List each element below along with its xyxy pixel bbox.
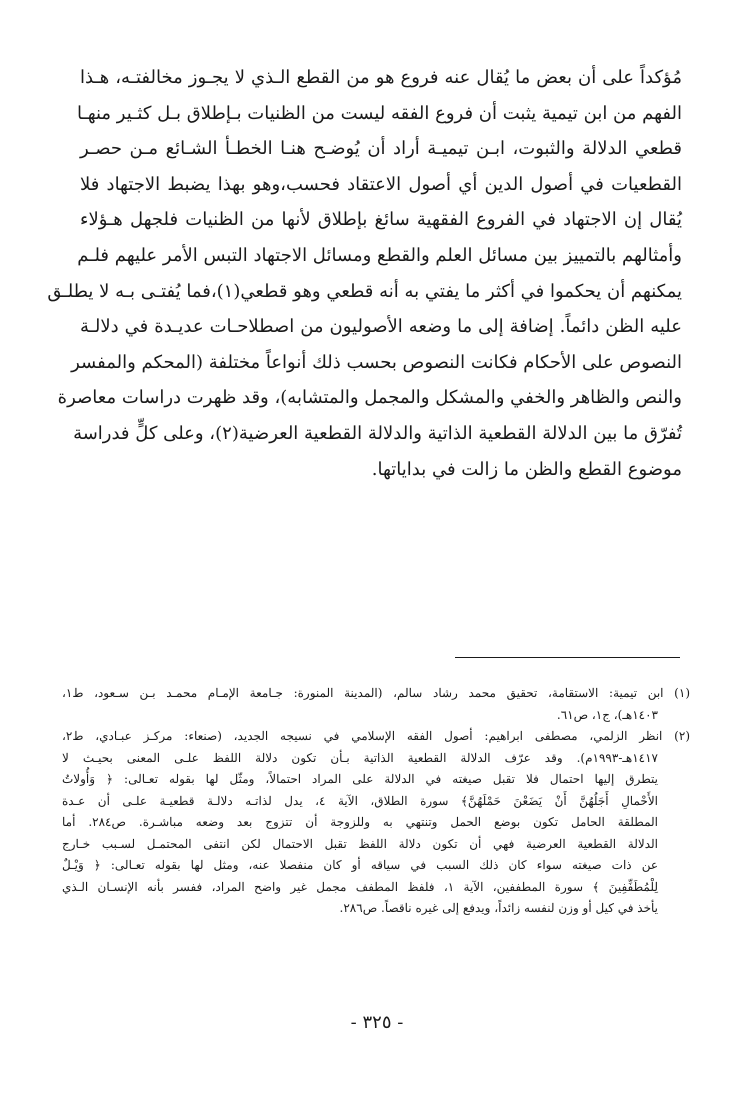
body-line: قطعي الدلالة والثبوت، ابـن تيميـة أراد أن يُوضـح هنـا الخطـأ الشـائع مـن حصـر: [80, 138, 682, 160]
body-line: القطعيات في أصول الدين أي أصول الاعتقاد فحسب،وهو بهذا يضبط الاجتهاد فلا: [80, 173, 682, 195]
footnote-line: ١٤٠٣هـ)، ج١، ص٦١.: [556, 707, 658, 722]
body-line: يمكنهم أن يحكموا في أكثر ما يفتي به أنه قطعي وهو قطعي(١)،فما يُفتـى بـه لا يطلـق: [47, 280, 682, 302]
body-line: والنص والظاهر والخفي والمشكل والمجمل والمتشابه)، وقد ظهرت دراسات معاصرة: [57, 387, 682, 409]
footnote-line: الدلالة القطعية العرضية فهي أن تكون دلالة اللفظ تقبل الاحتمال لكن انتفى المحتمـل لسـبب خـارج: [62, 836, 658, 851]
footnote-line: الأَحْمالِ أَجَلُهُنَّ أَنْ يَضَعْنَ حَمْلَهُنَّ﴾ سورة الطلاق، الآية ٤، يدل لذاتـه دلالـة قطعيـة علـى أن عـدة: [62, 793, 658, 808]
body-text: [47, 60, 682, 487]
footnote-line: (١) ابن تيمية: الاستقامة، تحقيق محمد رشاد سالم، (المدينة المنورة: جـامعة الإمـام محمـد بـن سـعود، ط١،: [62, 686, 690, 700]
body-line: وأمثالهم بالتمييز بين مسائل العلم والقطع ومسائل الاجتهاد التبس الأمر عليهم فلـم: [77, 244, 682, 266]
body-line: تُفرّق ما بين الدلالة القطعية الذاتية والدلالة القطعية العرضية(٢)، وعلى كلٍّ فدراسة: [73, 422, 682, 444]
footnote-line: المطلقة الحامل تكون بوضع الحمل وتنتهي به وللزوجة أن تتزوج بعد وضعه مباشـرة. ص٢٨٤. أما: [62, 815, 659, 829]
body-line: الفهم من ابن تيمية يثبت أن فروع الفقه ليست من الظنيات بـإطلاق بـل كثـير منهـا: [76, 102, 682, 124]
body-line: يُقال إن الاجتهاد في الفروع الفقهية سائغ بإطلاق لأنها من الظنيات فلجهل هـؤلاء: [80, 209, 682, 231]
footnote-line: يتطرق إليها احتمال فلا تقبل صيغته في الدلالة على المراد احتمالاً، ومثّل لها بقوله تعـالى: ﴿ وَأُولاتُ: [62, 772, 658, 786]
footnote-line: عن ذات صيغته سواء كان ذلك السبب في سياقه أو كان منفصلا عنه، ومثل لها بقوله تعـالى: ﴿ وَيْـلٌ: [62, 858, 658, 872]
body-line: مُؤكداً على أن بعض ما يُقال عنه فروع هو من القطع الـذي لا يجـوز مخالفتـه، هـذا: [80, 67, 682, 88]
footnote-separator: [455, 657, 680, 658]
body-line: عليه الظن دائماً. إضافة إلى ما وضعه الأصوليون من اصطلاحـات عديـدة في دلالـة: [80, 316, 682, 338]
footnote-line: (٢) انظر الزلمي، مصطفى ابراهيم: أصول الفقه الإسلامي في نسيجه الجديد، (صنعاء: مركـز عبـادي، ط٢،: [62, 729, 690, 743]
footnote-line: لِلْمُطَفِّفِينَ ﴾ سورة المطففين، الآية ١، فلفظ المطفف مجمل غير واضح المراد، ففسر بأنه الإنسـان الـذي: [62, 879, 658, 894]
body-line: موضوع القطع والظن ما زالت في بداياتها.: [371, 458, 682, 480]
footnotes: [62, 683, 690, 920]
page-number: - ٣٢٥ -: [350, 1012, 404, 1033]
footnote-line: ١٤١٧هـ-١٩٩٣م). وقد عرّف الدلالة القطعية الذاتية بـأن تكون دلالة اللفظ علـى المعنى بحيـث لا: [62, 750, 658, 765]
footnote-line: يأخذ في كيل أو وزن لنفسه زائداً، ويدفع إلى غيره ناقصاً. ص٢٨٦.: [339, 901, 658, 915]
body-line: النصوص على الأحكام فكانت النصوص بحسب ذلك أنواعاً مختلفة (المحكم والمفسر: [71, 351, 682, 373]
